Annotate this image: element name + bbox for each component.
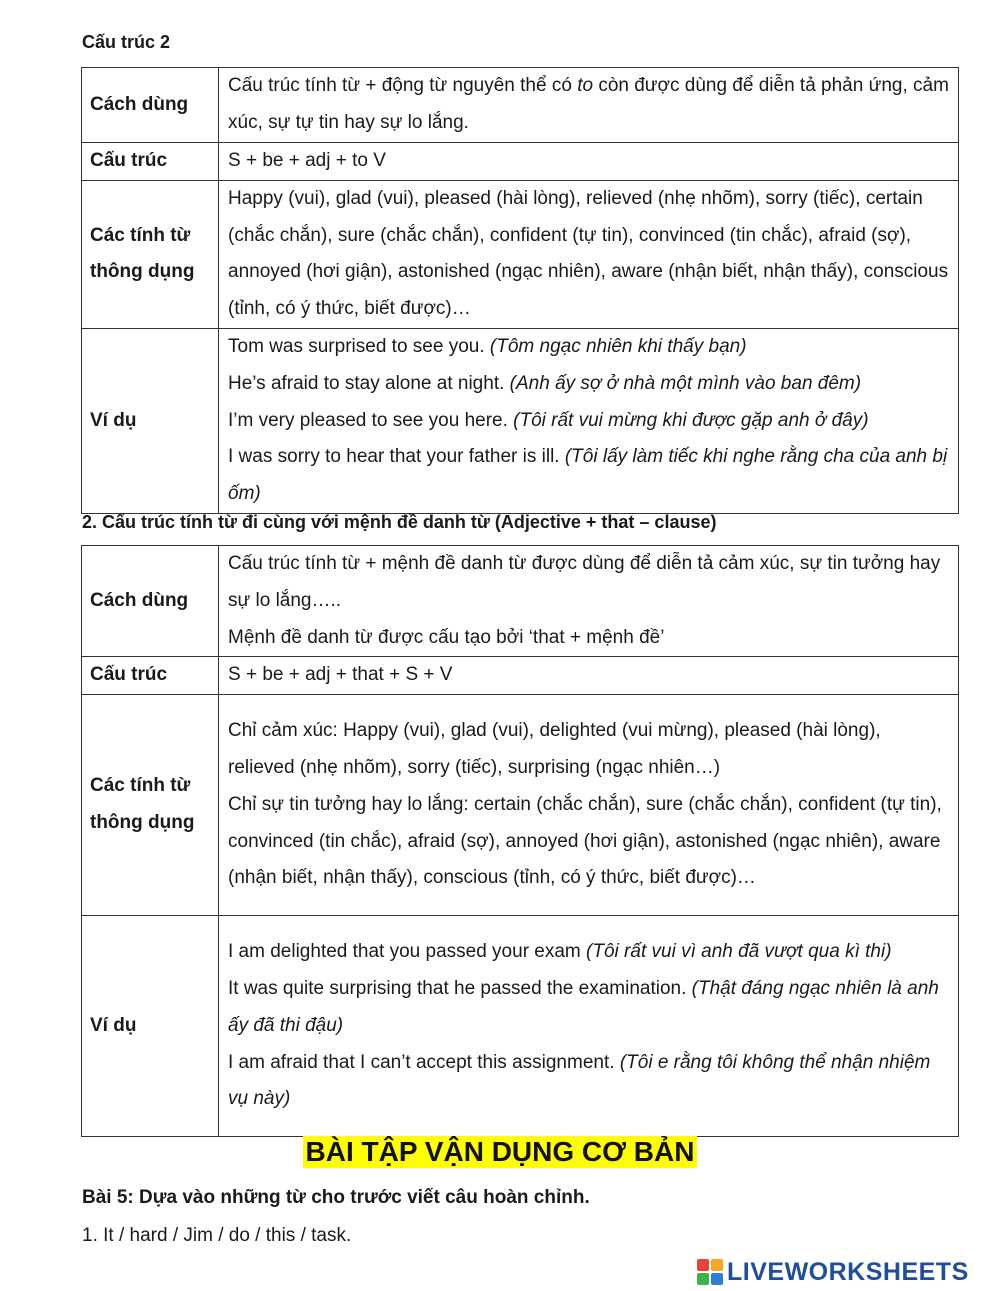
logo-text: LIVEWORKSHEETS — [727, 1257, 969, 1286]
section1-usage-label: Cách dùng — [82, 68, 219, 143]
section2-structure-label: Cấu trúc — [82, 657, 219, 695]
logo-square-green — [697, 1273, 709, 1285]
section2-adjectives-line-2: Chỉ sự tin tưởng hay lo lắng: certain (chắc chắn), sure (chắc chắn), confident (tự tin), convinced (tin chắc), afraid (sợ), annoyed (hơi giận), astonished (ngạc nhiên), aware (nhận biết, nhận thấy), conscious (tỉnh, có ý thức, biết được)… — [228, 793, 942, 889]
section2-example-3: I am afraid that I can’t accept this assignment. (Tôi e rằng tôi không thể nhận nhiệm vụ này) — [228, 1051, 931, 1110]
section2-usage-line-1: Cấu trúc tính từ + mệnh đề danh từ được dùng để diễn tả cảm xúc, sự tin tưởng hay sự lo lắng….. — [228, 553, 941, 611]
section1-usage-content — [219, 68, 959, 143]
section1-example-1: Tom was surprised to see you. (Tôm ngạc nhiên khi thấy bạn) — [228, 335, 747, 357]
section1-example-4: I was sorry to hear that your father is ill. (Tôi lấy làm tiếc khi nghe rằng cha của anh bị ốm) — [228, 446, 948, 505]
section1-row-structure — [82, 143, 959, 181]
section2-examples-content — [219, 916, 959, 1137]
section2-structure-content: S + be + adj + that + S + V — [219, 657, 959, 695]
section2-example-1: I am delighted that you passed your exam (Tôi rất vui vì anh đã vượt qua kì thi) — [228, 941, 892, 963]
liveworksheets-logo — [697, 1257, 969, 1287]
section1-examples-label: Ví dụ — [82, 328, 219, 513]
section1-structure-label: Cấu trúc — [82, 143, 219, 181]
section1-row-adjectives — [82, 180, 959, 328]
section1-table — [81, 67, 959, 514]
section1-examples-content — [219, 328, 959, 513]
section1-example-2: He’s afraid to stay alone at night. (Anh ấy sợ ở nhà một mình vào ban đêm) — [228, 372, 862, 394]
section2-adjectives-content — [219, 695, 959, 916]
section2-table — [81, 545, 959, 1137]
section1-adjectives-content: Happy (vui), glad (vui), pleased (hài lòng), relieved (nhẹ nhõm), sorry (tiếc), certain (chắc chắn), sure (chắc chắn), confident (tự tin), convinced (tin chắc), afraid (sợ), annoyed (hơi giận), astonished (ngạc nhiên), aware (nhận biết, nhận thấy), conscious (tỉnh, có ý thức, biết được)… — [219, 180, 959, 328]
section2-examples-label: Ví dụ — [82, 916, 219, 1137]
exercise-item-1: 1. It / hard / Jim / do / this / task. — [82, 1225, 352, 1246]
section2-row-structure — [82, 657, 959, 695]
section2-usage-content — [219, 546, 959, 657]
section1-structure-content: S + be + adj + to V — [219, 143, 959, 181]
exercise-title: Bài 5: Dựa vào những từ cho trước viết câu hoàn chỉnh. — [82, 1187, 590, 1208]
section2-example-2: It was quite surprising that he passed the examination. (Thật đáng ngạc nhiên là anh ấy đã thi đậu) — [228, 977, 939, 1036]
section1-example-3: I’m very pleased to see you here. (Tôi rất vui mừng khi được gặp anh ở đây) — [228, 409, 869, 431]
section2-usage-line-2: Mệnh đề danh từ được cấu tạo bởi ‘that + mệnh đề’ — [228, 626, 665, 648]
section1-adjectives-label: Các tính từ thông dụng — [82, 180, 219, 328]
logo-square-blue — [711, 1273, 723, 1285]
section1-row-examples — [82, 328, 959, 513]
logo-square-orange — [711, 1259, 723, 1271]
logo-mark-icon — [697, 1259, 723, 1285]
section1-row-usage — [82, 68, 959, 143]
section2-title: 2. Cấu trúc tính từ đi cùng với mệnh đề danh từ (Adjective + that – clause) — [82, 512, 717, 532]
section1-usage-text: Cấu trúc tính từ + động từ nguyên thể có to còn được dùng để diễn tả phản ứng, cảm xúc, sự tự tin hay sự lo lắng. — [228, 75, 949, 133]
section1-title: Cấu trúc 2 — [82, 32, 171, 52]
section2-adjectives-label: Các tính từ thông dụng — [82, 695, 219, 916]
section2-row-adjectives — [82, 695, 959, 916]
exercise-banner-wrap — [0, 1136, 1000, 1168]
section2-row-usage — [82, 546, 959, 657]
section2-usage-label: Cách dùng — [82, 546, 219, 657]
logo-square-red — [697, 1259, 709, 1271]
exercise-banner: BÀI TẬP VẬN DỤNG CƠ BẢN — [303, 1136, 698, 1168]
section2-adjectives-line-1: Chỉ cảm xúc: Happy (vui), glad (vui), delighted (vui mừng), pleased (hài lòng), relieved (nhẹ nhõm), sorry (tiếc), surprising (ngạc nhiên…) — [228, 720, 881, 778]
section2-row-examples — [82, 916, 959, 1137]
